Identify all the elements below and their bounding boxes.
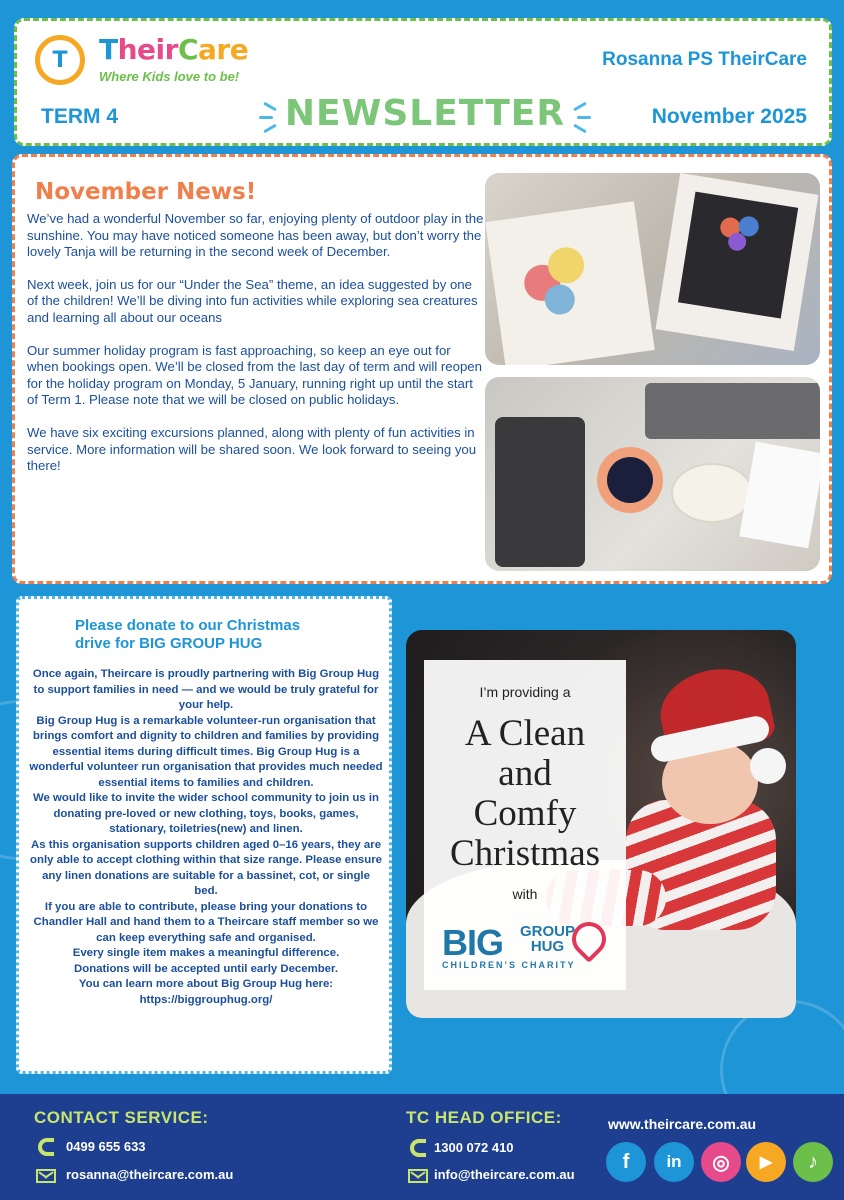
donation-text: If you are able to contribute, please bring your donations to Chandler Hall and hand them to a Theircare staff member so we can keep everything safe and organised.: [33, 900, 379, 944]
poster-with-text: with: [512, 886, 538, 902]
painting-artwork-photo: [485, 173, 820, 365]
poster-headline: A Clean and Comfy Christmas: [449, 713, 601, 874]
news-title: November News!: [35, 179, 257, 205]
service-name: Rosanna PS TheirCare: [602, 49, 807, 70]
donation-text: Big Group Hug is a remarkable volunteer-run organisation that brings comfort and dignity to children and families by providing essential items during difficult times. Big Group Hug is a wonderful volunteer run organisation that provides much needed essential items to families and children.: [29, 714, 383, 789]
big-group-hug-link[interactable]: https://biggrouphug.org/: [139, 993, 273, 1006]
contact-footer: [0, 1094, 844, 1200]
donation-text: Donations will be accepted until early December.: [74, 962, 338, 975]
donation-body: [29, 667, 383, 1008]
poster-lead-text: I’m providing a: [479, 684, 571, 700]
email-icon: [36, 1169, 56, 1183]
head-office-phone[interactable]: 1300 072 410: [434, 1140, 514, 1155]
head-office-email[interactable]: info@theircare.com.au: [434, 1167, 575, 1182]
newsletter-header: [14, 18, 832, 146]
donation-text: As this organisation supports children aged 0–16 years, they are only able to accept clothing within that size range. Please ensure any linen donations are suitable for a bassinet, cot, or single bed.: [30, 838, 382, 897]
poster-message-card: [424, 660, 626, 990]
head-office-heading: TC HEAD OFFICE:: [406, 1108, 562, 1127]
cooking-activity-photo: [485, 377, 820, 571]
newsletter-date: November 2025: [651, 105, 807, 128]
instagram-icon[interactable]: ◎: [701, 1142, 741, 1182]
email-icon: [408, 1169, 428, 1183]
tiktok-icon[interactable]: ♪: [793, 1142, 833, 1182]
christmas-donation-section: [16, 596, 392, 1074]
brand-name: TheirCare: [99, 33, 249, 66]
website-link[interactable]: www.theircare.com.au: [608, 1116, 757, 1132]
theircare-logo-icon: T: [35, 35, 85, 85]
contact-email[interactable]: rosanna@theircare.com.au: [66, 1167, 234, 1182]
news-paragraph: Next week, join us for our “Under the Sea” theme, an idea suggested by one of the children! We’ll be diving into fun activities while exploring sea creatures and learning all about our oceans: [27, 276, 478, 325]
november-news-section: [12, 154, 832, 584]
term-label: TERM 4: [41, 105, 119, 128]
phone-icon: [410, 1139, 426, 1157]
news-paragraph: We’ve had a wonderful November so far, enjoying plenty of outdoor play in the sunshine. You may have noticed someone has been away, but don’t worry the lovely Tanja will be returning in the second week of December.: [27, 211, 484, 260]
donation-title: Please donate to our Christmas drive for BIG GROUP HUG: [75, 617, 301, 652]
facebook-icon[interactable]: f: [606, 1142, 646, 1182]
phone-icon: [38, 1138, 54, 1156]
news-paragraph: Our summer holiday program is fast approaching, so keep an eye out for when bookings open. We’ll be closed from the last day of term and will reopen for the holiday program on Monday, 5 January, running right up until the start of Term 1. Please note that we will be closed on public holidays.: [27, 342, 482, 408]
contact-service-heading: CONTACT SERVICE:: [34, 1108, 209, 1127]
donation-text: Once again, Theircare is proudly partnering with Big Group Hug to support families in need — and we would be truly grateful for your help.: [32, 668, 380, 711]
linkedin-icon[interactable]: in: [654, 1142, 694, 1182]
donation-text: You can learn more about Big Group Hug here:: [78, 978, 334, 990]
burst-decoration-icon: [569, 101, 593, 135]
youtube-icon[interactable]: ▶: [746, 1142, 786, 1182]
donation-text: We would like to invite the wider school community to join us in donating pre-loved or new clothing, toys, books, games, stationary, toiletries(new) and linen.: [33, 792, 379, 835]
contact-phone[interactable]: 0499 655 633: [66, 1139, 146, 1154]
news-body: [27, 211, 485, 491]
big-group-hug-logo: BIG GROUP HUG CHILDREN’S CHARITY: [442, 922, 612, 978]
christmas-poster-image: [406, 630, 796, 1018]
news-paragraph: We have six exciting excursions planned, along with plenty of fun activities in service. More information will be shared soon. We look forward to seeing you there!: [27, 424, 477, 474]
brand-tagline: Where Kids love to be!: [99, 69, 240, 84]
donation-text: Every single item makes a meaningful difference.: [72, 947, 340, 959]
newsletter-title: NEWSLETTER: [284, 93, 566, 134]
